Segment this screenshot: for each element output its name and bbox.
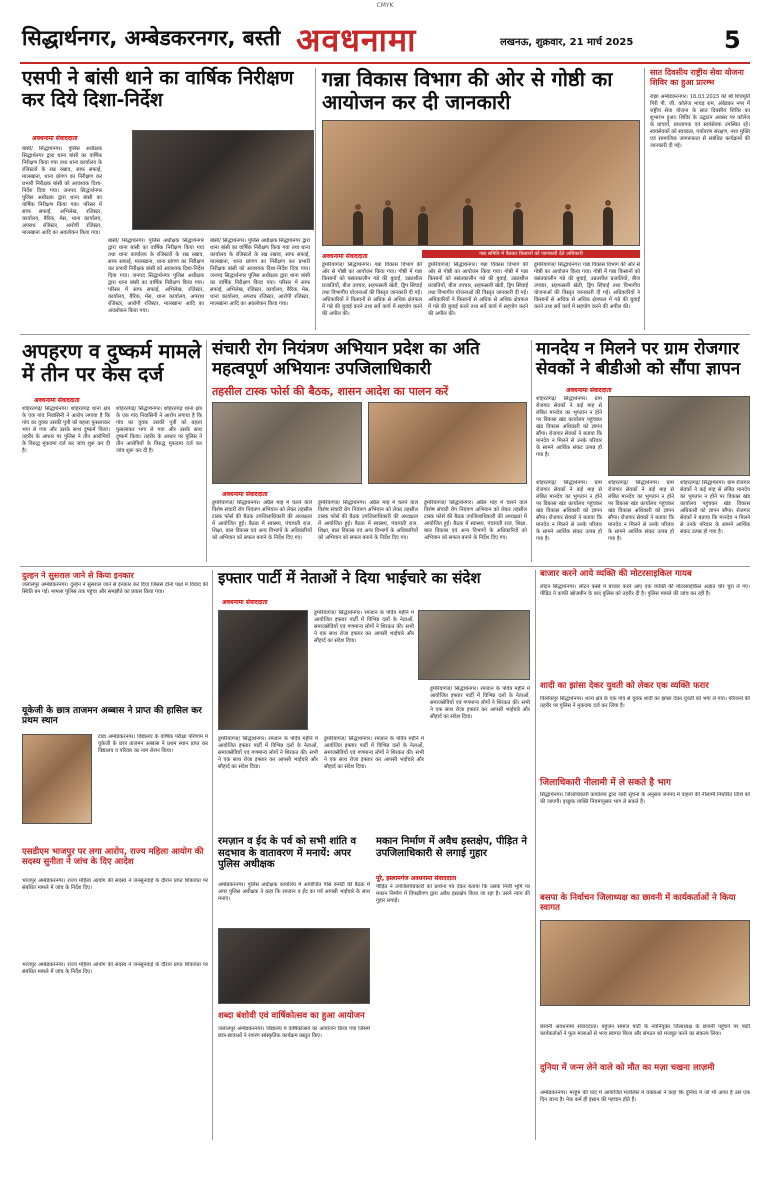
- left-footer-text: [22, 962, 208, 1140]
- divider-v2: [644, 68, 645, 330]
- headline-iftar: इफ्तार पार्टी में नेताओं ने दिया भाईचारे का संदेश: [218, 569, 481, 587]
- photo-ganna-meeting: [322, 120, 640, 246]
- byline-rozgar: अवधनामा संवाददाता: [566, 387, 612, 394]
- headline-nss: सात दिवसीय राष्ट्रीय सेवा योजना शिविर का हुआ प्रारम्भ: [650, 68, 744, 87]
- masthead-text: अवधनामा: [296, 21, 417, 59]
- divider-v1: [315, 68, 316, 330]
- text-makan: पीड़ित ने उपजिलाधिकारी को प्रार्थना पत्र देकर बताया कि उसके निजी भूमि पर मकान निर्माण में विपक्षीगण द्वारा अवैध हस्तक्षेप किया जा रहा है। उसने न्याय की गुहार लगाई।: [376, 884, 530, 904]
- divider-v6: [535, 570, 536, 1140]
- headline-shabda: शब्दा बंशोवी एवं वार्षिकोत्सव का हुआ आयोजन: [218, 1011, 365, 1021]
- headline-elope: शादी का झांसा देकर युवती को लेकर एक व्यक्ति फरार: [540, 681, 709, 691]
- text-iftar-col3: डुमरियागंज/ सिद्धार्थनगर। रमजान के पवित्र महीने में आयोजित इफ्तार पार्टी में विभिन्न दलों के नेताओं, समाजसेवियों एवं गणमान्य लोगों ने शिरकत की। सभी ने एक साथ रोजा इफ्तार कर आपसी भाईचारे और सौहार्द का संदेश दिया।: [324, 736, 424, 770]
- photo-disease-meeting: [212, 402, 362, 484]
- headline-sp-inspection: एसपी ने बांसी थाने का वार्षिक निरीक्षण कर दिये दिशा-निर्देश: [22, 67, 294, 111]
- headline-bsp: बसपा के निर्वाचन जिलाध्यक्ष का छावनी में कार्यकर्ताओं ने किया स्वागत: [540, 893, 736, 913]
- byline-makan: पूरे, इस्लामगंज अवधनामा संवाददाता: [376, 875, 457, 882]
- headline-ganna: गन्ना विकास विभाग की ओर से गोष्ठी का आयोजन कर दी जानकारी: [322, 67, 613, 114]
- headline-rozgar: मानदेय न मिलने पर ग्राम रोजगार सेवकों ने बीडीओ को सौंपा ज्ञापन: [536, 339, 741, 379]
- headline-auction: जिलाधिकारी नीलामी में ले सकते है भाग: [540, 778, 671, 788]
- text-ganna-col3: डुमरियागंज/ सिद्धार्थनगर। गन्ना विकास विभाग की ओर से गोष्ठी का आयोजन किया गया। गोष्ठी में गन्ना किसानों को बसंतकालीन गन्ने की बुवाई, उन्नतशील प्रजातियों, बीज उपचार, सहफसली खेती, ड्रिप सिंचाई तथा विभागीय योजनाओं की विस्तृत जानकारी दी गई। अधिकारियों ने किसानों से अधिक से अधिक क्षेत्रफल में गन्ने की बुवाई करने तथा सर्वे कार्य में सहयोग करने की अपील की।: [534, 262, 640, 310]
- article-auction: [540, 778, 750, 888]
- subheadline-disease: तहसील टास्क फोर्स की बैठक, शासन आदेश का पालन करें: [212, 385, 449, 398]
- text-sp-col2: बांसी/ सिद्धार्थनगर। पुलिस अधीक्षक सिद्धार्थनगर द्वारा थाना बांसी का वार्षिक निरीक्षण किया गया तथा थाना कार्यालय के रजिस्टरों के रख रखाव, साफ सफाई, मालखाना, थाना प्रांगण का निरीक्षण कर प्रभारी निरीक्षक बांसी को आवश्यक दिशा-निर्देश दिया गया। जनपद सिद्धार्थनगर पुलिस अधीक्षक द्वारा थाना बांसी का वार्षिक निरीक्षण किया गया। परिसर में साफ सफाई, अभिलेख, रजिस्टर, कार्यालय, बैरिक, मेस, थाना कार्यालय, अपराध रजिस्टर, आरोपी रजिस्टर, मालखाना आदि का अवलोकन किया गया।: [108, 238, 204, 314]
- byline-ganna: अवधनामा संवाददाता: [322, 253, 368, 260]
- text-kidnap-col2: शोहरतगढ़/ सिद्धार्थनगर। शोहरतगढ़ थाना क्षेत्र के एक गांव निवासिनी ने आरोप लगाया है कि गांव का युवक उसकी पुत्री को बहला फुसलाकर भगा ले गया और उसके साथ दुष्कर्म किया। तहरीर के आधार पर पुलिस ने तीन आरोपियों के विरुद्ध मुकदमा दर्ज कर जांच शुरू कर दी है।: [116, 406, 202, 454]
- text-ganna-col2: डुमरियागंज/ सिद्धार्थनगर। गन्ना विकास विभाग की ओर से गोष्ठी का आयोजन किया गया। गोष्ठी में गन्ना किसानों को बसंतकालीन गन्ने की बुवाई, उन्नतशील प्रजातियों, बीज उपचार, सहफसली खेती, ड्रिप सिंचाई तथा विभागीय योजनाओं की विस्तृत जानकारी दी गई। अधिकारियों ने किसानों से अधिक से अधिक क्षेत्रफल में गन्ने की बुवाई करने तथा सर्वे कार्य में सहयोग करने की अपील की।: [428, 262, 528, 317]
- text-bsp: छावनी अवधनामा संवाददाता। बहुजन समाज पार्टी के नवनियुक्त जिलाध्यक्ष के छावनी पहुंचने पर पार्टी कार्यकर्ताओं ने फूल मालाओं से भव्य स्वागत किया और संगठन को मजबूत करने का संकल्प लिया।: [540, 1024, 750, 1037]
- text-iftar-col1: डुमरियागंज/ सिद्धार्थनगर। रमजान के पवित्र महीने में आयोजित इफ्तार पार्टी में विभिन्न दलों के नेताओं, समाजसेवियों एवं गणमान्य लोगों ने शिरकत की। सभी ने एक साथ रोजा इफ्तार कर आपसी भाईचारे और सौहार्द का संदेश दिया।: [314, 610, 414, 644]
- photo-rozgar: [608, 396, 750, 476]
- photo-iftar: [218, 610, 308, 730]
- text-sdm-continued: भाजपुर अम्बेडकरनगर। राज्य महिला आयोग की सदस्य ने जनसुनवाई के दौरान प्राप्त शिकायत पर संबंधित मामले में जांच के निर्देश दिए।: [22, 962, 208, 975]
- header-rule: [20, 62, 750, 64]
- divider-v5: [212, 570, 213, 1140]
- text-majlis: अम्बेडकरनगर। मरहूम की याद में आयोजित मजलिस में वक्ताओं ने कहा कि दुनिया में जो भी आया है उसे एक दिन जाना है। नेक कर्म ही इंसान की पहचान होते हैं।: [540, 1090, 750, 1103]
- article-kidnap: [22, 340, 202, 562]
- page-number: 5: [724, 26, 741, 54]
- article-nss-camp: [650, 68, 750, 330]
- byline-kidnap: अवधनामा संवाददाता: [34, 397, 80, 404]
- dateline: लखनऊ, शुक्रवार, 21 मार्च 2025: [500, 37, 634, 48]
- text-bride: जलालपुर अम्बेडकरनगर। दुल्हन ने सुसराल जाने से इनकार कर दिया जिससे दोनों पक्षों में विवाद की स्थिति बन गई। मामला पुलिस तक पहुंचा और समझौते का प्रयास किया गया।: [22, 582, 208, 595]
- article-majlis: [540, 1024, 750, 1140]
- article-bsp: [540, 894, 750, 1022]
- text-disease-col1: डुमरियागंज/ सिद्धार्थनगर। अप्रैल माह में चलने वाले विशेष संचारी रोग नियंत्रण अभियान को लेकर तहसील टास्क फोर्स की बैठक उपजिलाधिकारी की अध्यक्षता में आयोजित हुई। बैठक में स्वास्थ्य, पंचायती राज, शिक्षा, बाल विकास एवं अन्य विभागों के अधिकारियों को अभियान को सफल बनाने के निर्देश दिए गए।: [212, 500, 312, 541]
- article-elopement: [540, 682, 750, 772]
- byline-iftar: अवधनामा संवाददाता: [222, 599, 268, 606]
- photo-disease-officials: [368, 402, 527, 484]
- text-kidnap-col1: शोहरतगढ़/ सिद्धार्थनगर। शोहरतगढ़ थाना क्षेत्र के एक गांव निवासिनी ने आरोप लगाया है कि गांव का युवक उसकी पुत्री को बहला फुसलाकर भगा ले गया और उसके साथ दुष्कर्म किया। तहरीर के आधार पर पुलिस ने तीन आरोपियों के विरुद्ध मुकदमा दर्ज कर जांच शुरू कर दी है।: [22, 406, 110, 454]
- photo-police-station: [132, 130, 314, 230]
- article-shabda: [218, 1012, 370, 1140]
- top-code: CMYK: [376, 2, 394, 9]
- article-bike-theft: [540, 570, 750, 678]
- text-sp-col1: बांसी/ सिद्धार्थनगर। पुलिस अधीक्षक सिद्धार्थनगर द्वारा थाना बांसी का वार्षिक निरीक्षण किया गया तथा थाना कार्यालय के रजिस्टरों के रख रखाव, साफ सफाई, मालखाना, थाना प्रांगण का निरीक्षण कर प्रभारी निरीक्षक बांसी को आवश्यक दिशा-निर्देश दिया गया। जनपद सिद्धार्थनगर पुलिस अधीक्षक द्वारा थाना बांसी का वार्षिक निरीक्षण किया गया। परिसर में साफ सफाई, अभिलेख, रजिस्टर, कार्यालय, बैरिक, मेस, थाना कार्यालय, अपराध रजिस्टर, आरोपी रजिस्टर, मालखाना आदि का अवलोकन किया गया।: [22, 146, 102, 236]
- article-disease: [212, 340, 527, 562]
- masthead-logo: [296, 18, 462, 58]
- headline-ramzan: रमज़ान व ईद के पर्व को सभी शांति व सदभाव के वातावरण में मनायें: अपर पुलिस अधीक्षक: [218, 836, 357, 870]
- article-makan: [376, 836, 530, 1136]
- article-ukg: [22, 706, 208, 840]
- byline-disease: अवधनामा संवाददाता: [222, 491, 268, 498]
- divider-h2: [20, 566, 750, 567]
- headline-kidnap: अपहरण व दुष्कर्म मामले में तीन पर केस दर्ज: [22, 339, 202, 386]
- article-sdm: [22, 848, 208, 956]
- headline-bike: बाजार करने आये व्यक्ति की मोटरसाइकिल गायब: [540, 569, 692, 579]
- header-bar: [0, 12, 770, 64]
- headline-bride: दुल्हन ने सुसराल जाने से किया इनकार: [22, 571, 134, 580]
- photo-bsp: [540, 920, 750, 1006]
- edition-label: सिद्धार्थनगर, अम्बेडकरनगर, बस्ती: [22, 26, 281, 50]
- text-elope: त्रिलोकपुर सिद्धार्थनगर। थाना क्षेत्र के एक गांव से युवक शादी का झांसा देकर युवती को भगा ले गया। परिजनों की तहरीर पर पुलिस ने मुकदमा दर्ज कर लिया है।: [540, 696, 750, 709]
- headline-makan: मकान निर्माण में अवैध हस्तक्षेप, पीड़ित ने उपजिलाधिकारी से लगाई गुहार: [376, 836, 527, 859]
- text-nss: रांझा अम्बेडकरनगर। 18.03.2025 को श्री शिवमूर्ति गिरी पी. जी. कॉलेज भाघड़ राम, अंबेडकर नगर में राष्ट्रीय सेवा योजना के सात दिवसीय शिविर का शुभारंभ हुआ। शिविर के उद्घाटन अवसर पर कॉलेज के प्राचार्य, प्राध्यापक एवं स्वयंसेवक उपस्थित रहे। स्वयंसेवकों को स्वच्छता, पर्यावरण संरक्षण, नशा मुक्ति एवं सामाजिक जागरूकता से संबंधित कार्यक्रमों की जानकारी दी गई।: [650, 94, 750, 149]
- byline-sp: अवधनामा संवाददाता: [32, 135, 78, 142]
- divider-v4: [531, 340, 532, 562]
- text-disease-col2: डुमरियागंज/ सिद्धार्थनगर। अप्रैल माह में चलने वाले विशेष संचारी रोग नियंत्रण अभियान को लेकर तहसील टास्क फोर्स की बैठक उपजिलाधिकारी की अध्यक्षता में आयोजित हुई। बैठक में स्वास्थ्य, पंचायती राज, शिक्षा, बाल विकास एवं अन्य विभागों के अधिकारियों को अभियान को सफल बनाने के निर्देश दिए गए।: [318, 500, 418, 541]
- headline-ukg: यूकेजी के छात्र ताजमन अब्बास ने प्राप्त की हासिल कर प्रथम स्थान: [22, 706, 202, 727]
- text-iftar-col2: डुमरियागंज/ सिद्धार्थनगर। रमजान के पवित्र महीने में आयोजित इफ्तार पार्टी में विभिन्न दलों के नेताओं, समाजसेवियों एवं गणमान्य लोगों ने शिरकत की। सभी ने एक साथ रोजा इफ्तार कर आपसी भाईचारे और सौहार्द का संदेश दिया।: [218, 736, 318, 770]
- text-shabda: जलालपुर अम्बेडकरनगर। विद्यालय में वार्षिकोत्सव का आयोजन किया गया जिसमें छात्र-छात्राओं ने रंगारंग सांस्कृतिक कार्यक्रम प्रस्तुत किए।: [218, 1026, 370, 1039]
- article-bride: [22, 570, 208, 700]
- text-bike: लोटन सिद्धार्थनगर। लोटन कस्बे में बाजार करने आए एक व्यक्ति की मोटरसाइकिल अज्ञात चोर चुरा ले गए। पीड़ित ने काफी खोजबीन के बाद पुलिस को तहरीर दी है। पुलिस मामले की जांच कर रही है।: [540, 584, 750, 597]
- article-iftar: [218, 570, 530, 830]
- caption-ganna: गन्ना समिति में बैठकर किसानों को जानकारी देते अधिकारी: [422, 250, 640, 258]
- article-ganna: [322, 68, 640, 330]
- headline-majlis: दुनिया में जन्म लेने वाले को मौत का मज़ा चखना लाज़मी: [540, 1063, 715, 1073]
- divider-h1: [20, 334, 750, 335]
- article-rozgar: [536, 340, 750, 562]
- photo-iftar-gathering: [418, 610, 530, 680]
- text-ganna-col1: डुमरियागंज/ सिद्धार्थनगर। गन्ना विकास विभाग की ओर से गोष्ठी का आयोजन किया गया। गोष्ठी में गन्ना किसानों को बसंतकालीन गन्ने की बुवाई, उन्नतशील प्रजातियों, बीज उपचार, सहफसली खेती, ड्रिप सिंचाई तथा विभागीय योजनाओं की विस्तृत जानकारी दी गई। अधिकारियों ने किसानों से अधिक से अधिक क्षेत्रफल में गन्ने की बुवाई करने तथा सर्वे कार्य में सहयोग करने की अपील की।: [322, 262, 422, 317]
- text-ukg: टांडा अम्बेडकरनगर। विद्यालय के वार्षिक परीक्षा परिणाम में यूकेजी के छात्र ताजमन अब्बास ने प्रथम स्थान प्राप्त कर विद्यालय व परिवार का नाम रोशन किया।: [98, 734, 208, 754]
- photo-ramzan: [218, 928, 370, 1004]
- article-ramzan: [218, 836, 370, 1006]
- text-sdm: भाजपुर अम्बेडकरनगर। राज्य महिला आयोग की सदस्य ने जनसुनवाई के दौरान प्राप्त शिकायत पर संबंधित मामले में जांच के निर्देश दिए।: [22, 878, 208, 891]
- text-disease-col3: डुमरियागंज/ सिद्धार्थनगर। अप्रैल माह में चलने वाले विशेष संचारी रोग नियंत्रण अभियान को लेकर तहसील टास्क फोर्स की बैठक उपजिलाधिकारी की अध्यक्षता में आयोजित हुई। बैठक में स्वास्थ्य, पंचायती राज, शिक्षा, बाल विकास एवं अन्य विभागों के अधिकारियों को अभियान को सफल बनाने के निर्देश दिए गए।: [424, 500, 527, 541]
- text-rozgar-col4: शोहरतगढ़/ सिद्धार्थनगर। ग्राम रोजगार सेवकों ने कई माह से लंबित मानदेय का भुगतान न होने पर विकास खंड कार्यालय पहुंचकर खंड विकास अधिकारी को ज्ञापन सौंपा। रोजगार सेवकों ने बताया कि मानदेय न मिलने से उनके परिवार के सामने आर्थिक संकट उत्पन्न हो गया है।: [680, 480, 750, 535]
- text-rozgar-col2: शोहरतगढ़/ सिद्धार्थनगर। ग्राम रोजगार सेवकों ने कई माह से लंबित मानदेय का भुगतान न होने पर विकास खंड कार्यालय पहुंचकर खंड विकास अधिकारी को ज्ञापन सौंपा। रोजगार सेवकों ने बताया कि मानदेय न मिलने से उनके परिवार के सामने आर्थिक संकट उत्पन्न हो गया है।: [536, 480, 602, 542]
- text-sp-col3: बांसी/ सिद्धार्थनगर। पुलिस अधीक्षक सिद्धार्थनगर द्वारा थाना बांसी का वार्षिक निरीक्षण किया गया तथा थाना कार्यालय के रजिस्टरों के रख रखाव, साफ सफाई, मालखाना, थाना प्रांगण का निरीक्षण कर प्रभारी निरीक्षक बांसी को आवश्यक दिशा-निर्देश दिया गया। जनपद सिद्धार्थनगर पुलिस अधीक्षक द्वारा थाना बांसी का वार्षिक निरीक्षण किया गया। परिसर में साफ सफाई, अभिलेख, रजिस्टर, कार्यालय, बैरिक, मेस, थाना कार्यालय, अपराध रजिस्टर, आरोपी रजिस्टर, मालखाना आदि का अवलोकन किया गया।: [210, 238, 310, 307]
- divider-v3: [206, 340, 207, 562]
- article-sp-inspection: [22, 67, 310, 323]
- text-iftar-col4: डुमरियागंज/ सिद्धार्थनगर। रमजान के पवित्र महीने में आयोजित इफ्तार पार्टी में विभिन्न दलों के नेताओं, समाजसेवियों एवं गणमान्य लोगों ने शिरकत की। सभी ने एक साथ रोजा इफ्तार कर आपसी भाईचारे और सौहार्द का संदेश दिया।: [430, 686, 530, 720]
- headline-sdm: एसडीएम भाजपुर पर लगा आरोप, राज्य महिला आयोग की सदस्य सुनीता ने जांच के दिए आदेश: [22, 847, 204, 867]
- text-rozgar-col1: शोहरतगढ़/ सिद्धार्थनगर। ग्राम रोजगार सेवकों ने कई माह से लंबित मानदेय का भुगतान न होने पर विकास खंड कार्यालय पहुंचकर खंड विकास अधिकारी को ज्ञापन सौंपा। रोजगार सेवकों ने बताया कि मानदेय न मिलने से उनके परिवार के सामने आर्थिक संकट उत्पन्न हो गया है।: [536, 396, 602, 458]
- text-rozgar-col3: शोहरतगढ़/ सिद्धार्थनगर। ग्राम रोजगार सेवकों ने कई माह से लंबित मानदेय का भुगतान न होने पर विकास खंड कार्यालय पहुंचकर खंड विकास अधिकारी को ज्ञापन सौंपा। रोजगार सेवकों ने बताया कि मानदेय न मिलने से उनके परिवार के सामने आर्थिक संकट उत्पन्न हो गया है।: [608, 480, 674, 542]
- text-ramzan: अम्बेडकरनगर। पुलिस अधीक्षक कार्यालय में आयोजित पीस कमेटी की बैठक में अपर पुलिस अधीक्षक ने कहा कि रमजान व ईद का पर्व आपसी भाईचारे के साथ मनाएं।: [218, 882, 370, 902]
- photo-ukg-student: [22, 734, 92, 824]
- text-auction: सिद्धार्थनगर। जिलाधिकारी कार्यालय द्वारा जारी सूचना के अनुसार जनपद में वाहनों की नीलामी निर्धारित तिथि को की जाएगी। इच्छुक व्यक्ति नियमानुसार भाग ले सकते हैं।: [540, 792, 750, 805]
- headline-disease: संचारी रोग नियंत्रण अभियान प्रदेश का अति महत्वपूर्ण अभियानः उपजिलाधिकारी: [212, 339, 480, 379]
